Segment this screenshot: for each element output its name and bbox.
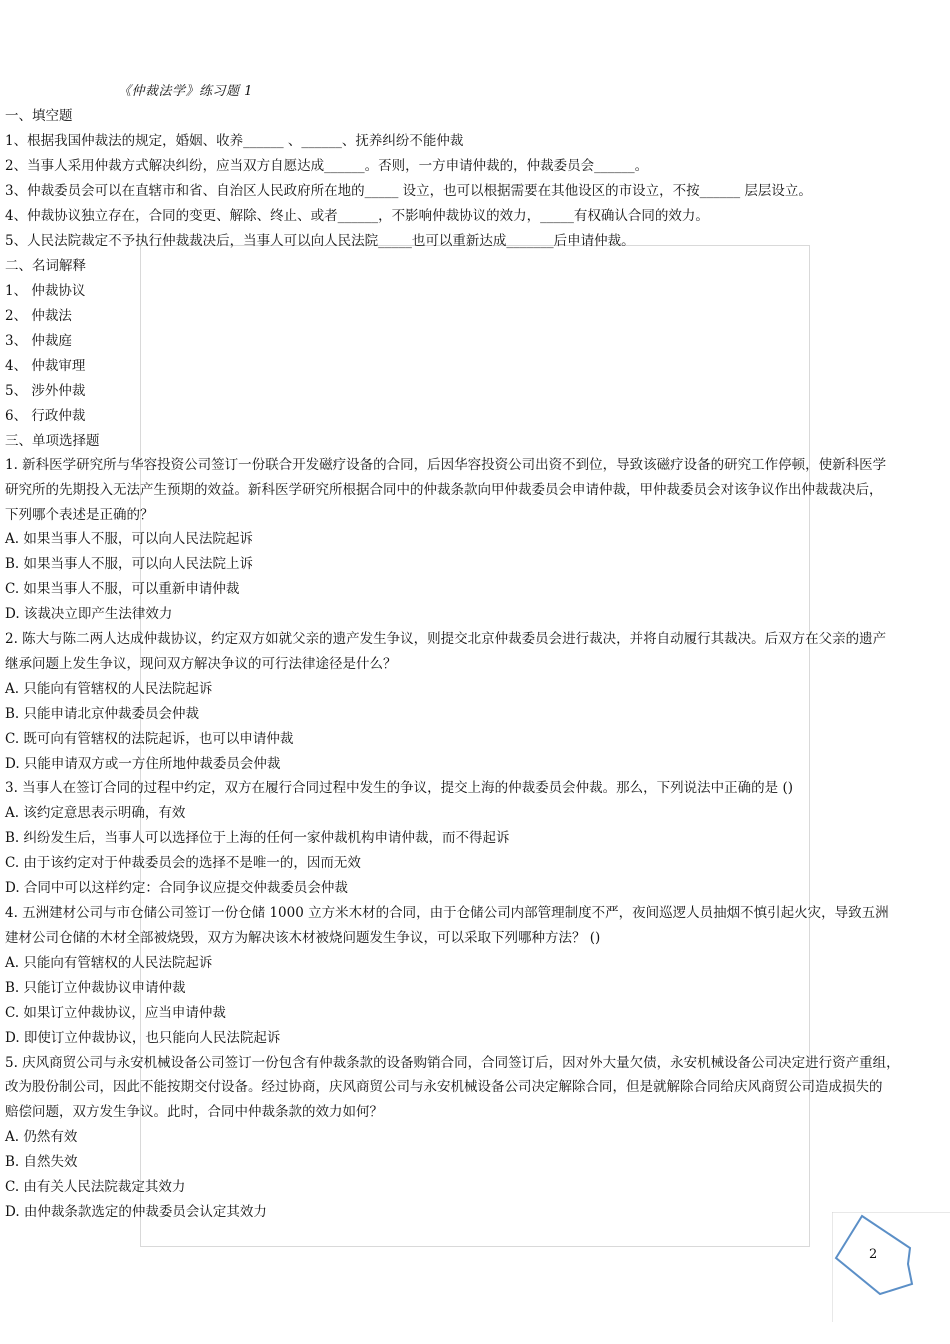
question-1-text: 下列哪个表述是正确的？ [5,507,154,523]
question-2-text: 2. 陈大与陈二两人达成仲裁协议，约定双方如就父亲的遗产发生争议，则提交北京仲裁委员会进行裁决，并将自动履行其裁决。后双方在父亲的遗产 [5,631,887,647]
section-heading-terms: 二、名词解释 [5,258,86,274]
fill-blank-2: 2、当事人采用仲裁方式解决纠纷，应当双方自愿达成______。否则，一方申请仲裁的，仲裁委员会______。 [5,158,649,174]
question-3-option-a: A. 该约定意思表示明确，有效 [5,805,186,821]
term-item: 1、 仲裁协议 [5,283,86,299]
page-corner-badge-icon [832,1212,950,1322]
question-5-option-b: B. 自然失效 [5,1154,78,1170]
term-item: 2、 仲裁法 [5,308,72,324]
question-2-option-a: A. 只能向有管辖权的人民法院起诉 [5,681,213,697]
question-2-option-c: C. 既可向有管辖权的法院起诉，也可以申请仲裁 [5,731,294,747]
question-3-option-d: D. 合同中可以这样约定：合同争议应提交仲裁委员会仲裁 [5,880,348,896]
question-3-option-b: B. 纠纷发生后，当事人可以选择位于上海的任何一家仲裁机构申请仲裁，而不得起诉 [5,830,510,846]
question-5-option-d: D. 由仲裁条款选定的仲裁委员会认定其效力 [5,1204,267,1220]
question-2-option-d: D. 只能申请双方或一方住所地仲裁委员会仲裁 [5,756,281,772]
term-item: 3、 仲裁庭 [5,333,72,349]
question-4-option-b: B. 只能订立仲裁协议申请仲裁 [5,980,186,996]
question-1-text: 研究所的先期投入无法产生预期的效益。新科医学研究所根据合同中的仲裁条款向甲仲裁委员会申请仲裁，甲仲裁委员会对该争议作出仲裁裁决后， [5,482,883,498]
question-5-option-c: C. 由有关人民法院裁定其效力 [5,1179,186,1195]
question-4-option-c: C. 如果订立仲裁协议，应当申请仲裁 [5,1005,226,1021]
question-4-text: 4. 五洲建材公司与市仓储公司签订一份仓储 1000 立方米木材的合同，由于仓储公司内部管理制度不严，夜间巡逻人员抽烟不慎引起火灾，导致五洲 [5,905,889,921]
question-1-option-d: D. 该裁决立即产生法律效力 [5,606,173,622]
question-1-option-b: B. 如果当事人不服，可以向人民法院上诉 [5,556,254,572]
fill-blank-4: 4、仲裁协议独立存在，合同的变更、解除、终止、或者______，不影响仲裁协议的效力，_____有权确认合同的效力。 [5,208,709,224]
fill-blank-3: 3、仲裁委员会可以在直辖市和省、自治区人民政府所在地的_____ 设立，也可以根据需要在其他设区的市设立，不按______ 层层设立。 [5,183,812,199]
question-2-text: 继承问题上发生争议，现问双方解决争议的可行法律途径是什么？ [5,656,397,672]
question-4-option-a: A. 只能向有管辖权的人民法院起诉 [5,955,213,971]
term-item: 4、 仲裁审理 [5,358,86,374]
section-heading-choice: 三、单项选择题 [5,433,100,449]
question-3-text: 3. 当事人在签订合同的过程中约定，双方在履行合同过程中发生的争议，提交上海的仲裁委员会仲裁。那么，下列说法中正确的是 () [5,780,793,796]
page-title: 《仲裁法学》练习题 1 [118,84,253,99]
question-5-text: 赔偿问题，双方发生争议。此时，合同中仲裁条款的效力如何？ [5,1104,383,1120]
question-1-option-c: C. 如果当事人不服，可以重新申请仲裁 [5,581,240,597]
question-4-option-d: D. 即使订立仲裁协议，也只能向人民法院起诉 [5,1030,281,1046]
question-5-text: 5. 庆风商贸公司与永安机械设备公司签订一份包含有仲裁条款的设备购销合同，合同签订后，因对外大量欠债，永安机械设备公司决定进行资产重组， [5,1055,900,1071]
question-4-text: 建材公司仓储的木材全部被烧毁，双方为解决该木材被烧问题发生争议，可以采取下列哪种方法？ () [5,930,601,946]
question-1-text: 1. 新科医学研究所与华容投资公司签订一份联合开发磁疗设备的合同，后因华容投资公司出资不到位，导致该磁疗设备的研究工作停顿，使新科医学 [5,457,887,473]
term-item: 6、 行政仲裁 [5,408,86,424]
question-5-option-a: A. 仍然有效 [5,1129,78,1145]
question-3-option-c: C. 由于该约定对于仲裁委员会的选择不是唯一的，因而无效 [5,855,361,871]
fill-blank-5: 5、人民法院裁定不予执行仲裁裁决后，当事人可以向人民法院_____也可以重新达成_______后申请仲裁。 [5,233,635,249]
question-2-option-b: B. 只能申请北京仲裁委员会仲裁 [5,706,200,722]
fill-blank-1: 1、根据我国仲裁法的规定，婚姻、收养______ 、______、抚养纠纷不能仲裁 [5,133,464,149]
term-item: 5、 涉外仲裁 [5,383,86,399]
page-number: 2 [869,1247,878,1262]
question-1-option-a: A. 如果当事人不服，可以向人民法院起诉 [5,531,253,547]
section-heading-fill-blank: 一、填空题 [5,108,73,124]
question-5-text: 改为股份制公司，因此不能按期交付设备。经过协商，庆风商贸公司与永安机械设备公司决定解除合同，但是就解除合同给庆风商贸公司造成损失的 [5,1079,883,1095]
